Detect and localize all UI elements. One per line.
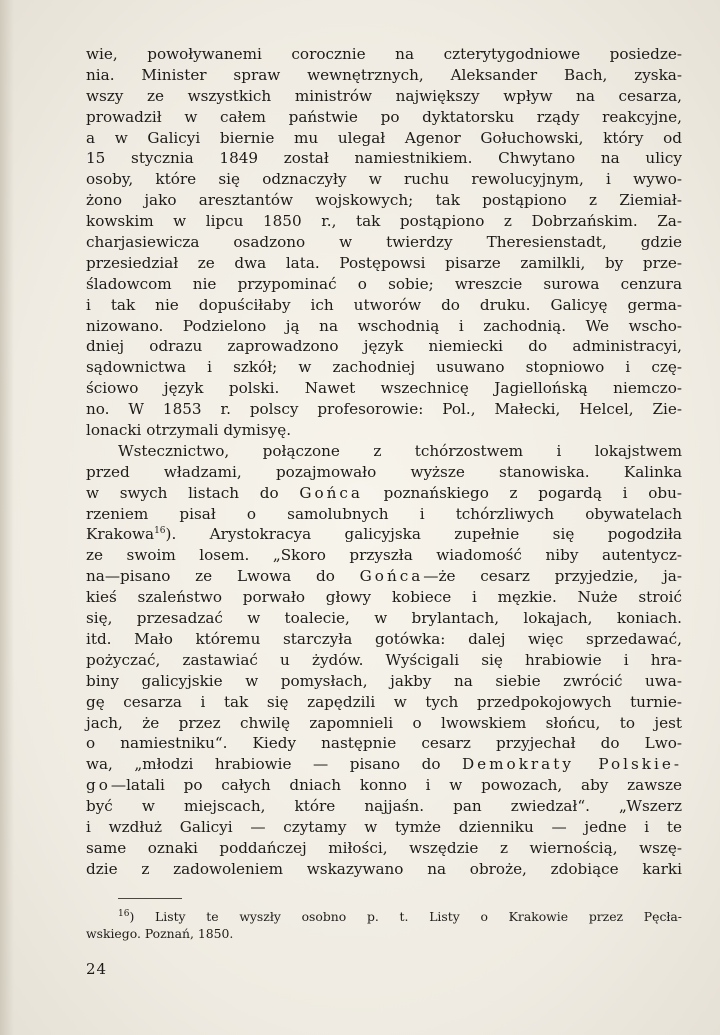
- text-line: prowadził w całem państwie po dyktatorsku rządy reakcyjne,: [86, 107, 682, 126]
- text-line: osoby, które się odznaczyły w ruchu rewolucyjnym, i wywo-: [86, 170, 682, 189]
- footnote-divider: [118, 898, 182, 899]
- text-line: żono jako aresztantów wojskowych; tak postąpiono z Ziemiał-: [86, 191, 682, 210]
- text-line: [86, 483, 682, 504]
- text-line: 15 stycznia 1849 został namiestnikiem. Chwytano na ulicy: [86, 149, 682, 168]
- gutter-shadow: [0, 0, 14, 1035]
- footnote-line: wskiego. Poznań, 1850.: [86, 926, 234, 941]
- text-line: Wstecznictwo, połączone z tchórzostwem i lokajstwem: [118, 441, 682, 460]
- text-line: wszy ze wszystkich ministrów największy wpływ na cesarza,: [86, 86, 682, 105]
- text-line: a w Galicyi biernie mu ulegał Agenor Gołuchowski, który od: [86, 128, 682, 147]
- text-segment: —latali po całych dniach konno i w powozach, aby zawsze: [110, 776, 682, 795]
- text-line: jach, że przez chwilę zapomnieli o lwowskiem słońcu, to jest: [86, 713, 682, 732]
- text-line: przed władzami, pozajmowało wyższe stanowiska. Kalinka: [86, 462, 682, 481]
- text-line: i tak nie dopuściłaby ich utworów do druku. Galicyę germa-: [86, 295, 682, 314]
- text-line: same oznaki poddańczej miłości, wszędzie z wiernością, wszę-: [86, 838, 682, 857]
- text-segment: w swych listach do: [86, 483, 300, 502]
- text-line: sądownictwa i szkół; w zachodniej usuwano stopniowo i czę-: [86, 358, 682, 377]
- newspaper-name: Demokraty Polskie-: [461, 755, 682, 774]
- text-line: dzie z zadowoleniem wskazywano na obroże, zdobiące karki: [86, 859, 682, 878]
- text-line: śladowcom nie przypominać o sobie; wreszcie surowa cenzura: [86, 274, 682, 293]
- text-line: ściowo język polski. Nawet wszechnicę Jagiellońską niemczo-: [86, 379, 682, 398]
- text-line: być w miejscach, które najjaśn. pan zwiedzał“. „Wszerz: [86, 797, 682, 816]
- footnote-text: ) Listy te wyszły osobno p. t. Listy o Krakowie przez Pęcła-: [129, 909, 682, 924]
- text-line: kowskim w lipcu 1850 r., tak postąpiono z Dobrzańskim. Za-: [86, 212, 682, 231]
- text-line: biny galicyjskie w pomysłach, jakby na siebie zwrócić uwa-: [86, 671, 682, 690]
- text-line: itd. Mało któremu starczyła gotówka: dalej więc sprzedawać,: [86, 629, 682, 648]
- text-line: kieś szaleństwo porwało głowy kobiece i męzkie. Nuże stroić: [86, 588, 682, 607]
- main-text: [86, 44, 682, 880]
- newspaper-name: go: [86, 776, 111, 795]
- footnote: [86, 908, 682, 942]
- text-line: o namiestniku“. Kiedy następnie cesarz przyjechał do Lwo-: [86, 734, 682, 753]
- text-line: rzeniem pisał o samolubnych i tchórzliwych obywatelach: [86, 504, 682, 523]
- page-number: 24: [86, 960, 108, 978]
- text-line: przesiedział ze dwa lata. Postępowsi pisarze zamilkli, by prze-: [86, 253, 682, 272]
- text-segment: na—pisano ze Lwowa do: [86, 567, 360, 586]
- text-line: [86, 524, 682, 545]
- footnote-reference: 16: [154, 526, 166, 537]
- text-line: charjasiewicza osadzono w twierdzy Theresienstadt, gdzie: [86, 233, 682, 252]
- text-segment: ). Arystokracya galicyjska zupełnie się pogodziła: [165, 525, 682, 544]
- text-line: i wzdłuż Galicyi — czytamy w tymże dzienniku — jedne i te: [86, 817, 682, 836]
- text-line: nia. Minister spraw wewnętrznych, Aleksander Bach, zyska-: [86, 65, 682, 84]
- text-segment: Krakowa: [86, 525, 155, 544]
- text-line: ze swoim losem. „Skoro przyszła wiadomość niby autentycz-: [86, 546, 682, 565]
- text-line: lonacki otrzymali dymisyę.: [86, 421, 292, 440]
- text-line: pożyczać, zastawiać u żydów. Wyścigali się hrabiowie i hra-: [86, 650, 682, 669]
- text-line: się, przesadzać w toalecie, w brylantach, lokajach, koniach.: [86, 609, 682, 628]
- text-line: gę cesarza i tak się zapędzili w tych przedpokojowych turnie-: [86, 692, 682, 711]
- footnote-line: [86, 908, 682, 925]
- text-line: no. W 1853 r. polscy profesorowie: Pol., Małecki, Helcel, Zie-: [86, 400, 682, 419]
- text-line: [86, 754, 682, 775]
- footnote-number: 16: [118, 908, 130, 919]
- newspaper-name: Gońca: [359, 567, 424, 586]
- text-line: [86, 775, 682, 796]
- text-line: [86, 566, 682, 587]
- text-line: dniej odrazu zaprowadzono język niemiecki do administracyi,: [86, 337, 682, 356]
- text-line: nizowano. Podzielono ją na wschodnią i zachodnią. We wscho-: [86, 316, 682, 335]
- text-segment: —że cesarz przyjedzie, ja-: [423, 567, 682, 586]
- text-segment: wa, „młodzi hrabiowie — pisano do: [86, 755, 462, 774]
- text-segment: poznańskiego z pogardą i obu-: [362, 483, 682, 502]
- text-line: wie, powoływanemi corocznie na czterytygodniowe posiedze-: [86, 45, 682, 63]
- newspaper-name: Gońca: [299, 483, 363, 502]
